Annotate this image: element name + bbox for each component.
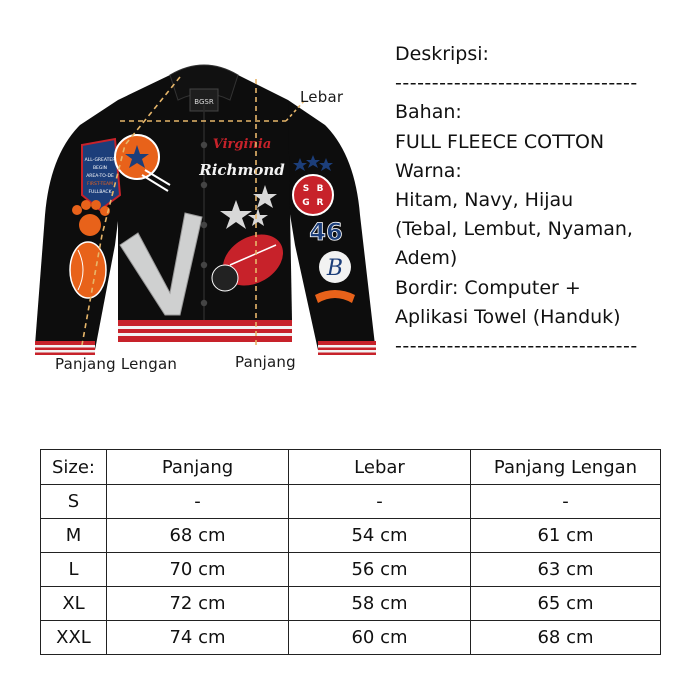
divider-top: --------------------------------- [395, 72, 638, 95]
note-line-2: Adem) [395, 247, 458, 270]
table-row [41, 485, 661, 519]
left-cuff [35, 341, 95, 355]
size-cell: M [41, 519, 107, 553]
divider-bottom: --------------------------------- [395, 335, 638, 358]
description-block [395, 40, 695, 361]
richmond-patch: Richmond [199, 161, 285, 179]
note-line-1: (Tebal, Lembut, Nyaman, [395, 218, 633, 241]
panjang-cell: 68 cm [107, 519, 289, 553]
warna-label: Warna: [395, 159, 462, 182]
size-cell: XL [41, 587, 107, 621]
svg-text:AREA-TO-DE: AREA-TO-DE [86, 174, 114, 179]
number-patch: 46 [309, 218, 343, 246]
panjang-cell: 72 cm [107, 587, 289, 621]
header-panjang: Panjang [107, 450, 289, 485]
panjang-cell: - [107, 485, 289, 519]
size-cell: L [41, 553, 107, 587]
size-cell: XXL [41, 621, 107, 655]
size-table [40, 449, 661, 655]
bordir-line-2: Aplikasi Towel (Handuk) [395, 305, 621, 328]
panjang-lengan-label: Panjang Lengan [55, 355, 178, 373]
svg-text:FIRST-TEAM: FIRST-TEAM [87, 182, 113, 187]
bahan-label: Bahan: [395, 101, 462, 124]
description-title: Deskripsi: [395, 43, 489, 65]
panjang-lengan-cell: 68 cm [471, 621, 661, 655]
svg-text:G: G [302, 198, 310, 208]
svg-text:R: R [316, 198, 324, 208]
table-header-row [41, 450, 661, 485]
header-lebar: Lebar [289, 450, 471, 485]
jacket-illustration [20, 45, 390, 385]
lebar-cell: 56 cm [289, 553, 471, 587]
football-text-patch [70, 242, 106, 298]
svg-text:S: S [302, 184, 310, 194]
bordir-line-1: Bordir: Computer + [395, 276, 581, 299]
panjang-lengan-cell: 65 cm [471, 587, 661, 621]
warna-value: Hitam, Navy, Hijau [395, 189, 574, 212]
lebar-cell: 58 cm [289, 587, 471, 621]
svg-text:BEGIN: BEGIN [92, 166, 108, 171]
lebar-cell: - [289, 485, 471, 519]
panjang-cell: 70 cm [107, 553, 289, 587]
panjang-cell: 74 cm [107, 621, 289, 655]
panjang-lengan-cell: 61 cm [471, 519, 661, 553]
sbgr-patch [293, 155, 333, 215]
svg-text:B: B [316, 184, 324, 194]
size-cell: S [41, 485, 107, 519]
panjang-lengan-cell: - [471, 485, 661, 519]
table-row [41, 621, 661, 655]
panjang-lengan-cell: 63 cm [471, 553, 661, 587]
brand-tag-text: BGSR [194, 98, 214, 106]
header-panjang-lengan: Panjang Lengan [471, 450, 661, 485]
svg-text:FULLBACK: FULLBACK [88, 190, 112, 195]
table-row [41, 553, 661, 587]
shield-patch [82, 139, 120, 210]
virginia-patch: Virginia [212, 137, 272, 152]
table-row [41, 587, 661, 621]
bahan-value: FULL FLEECE COTTON [395, 130, 605, 153]
svg-text:ALL-GREATER: ALL-GREATER [84, 158, 116, 163]
lebar-cell: 60 cm [289, 621, 471, 655]
panjang-label: Panjang [235, 353, 296, 371]
waistband [118, 320, 292, 342]
svg-text:B: B [326, 256, 344, 281]
table-row [41, 519, 661, 553]
lebar-label: Lebar [300, 88, 344, 106]
header-size: Size: [41, 450, 107, 485]
lebar-cell: 54 cm [289, 519, 471, 553]
right-cuff [318, 341, 376, 355]
